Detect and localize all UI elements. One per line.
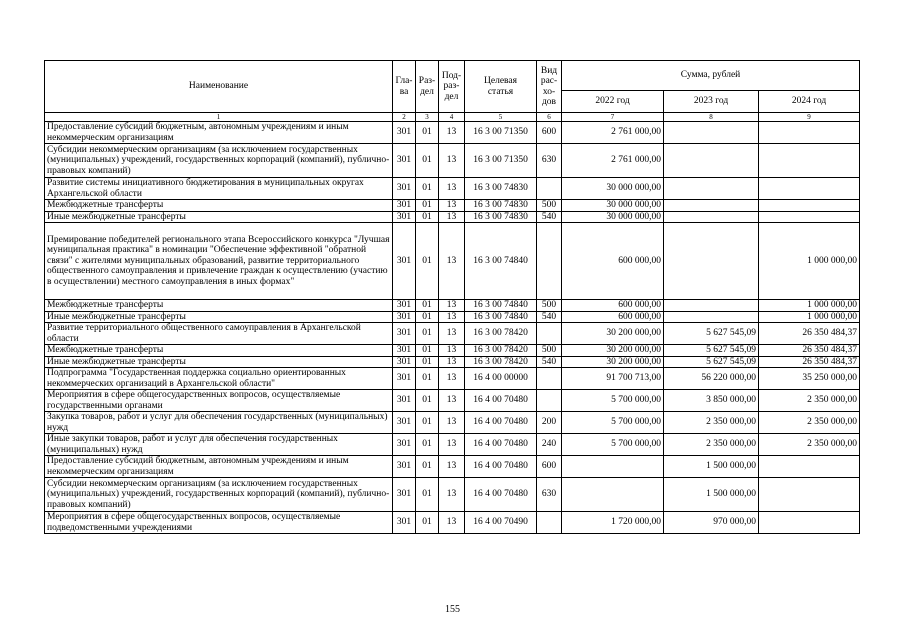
row-sum-2022: [562, 456, 664, 478]
header-target: Целевая статья: [465, 61, 537, 113]
row-glava: 301: [393, 356, 416, 368]
row-target: 16 4 00 70480: [465, 434, 537, 456]
row-vid: 500: [537, 300, 562, 312]
row-vid: 630: [537, 144, 562, 178]
row-sum-2023: [664, 211, 759, 223]
table-row: [45, 356, 860, 368]
budget-table: [44, 60, 860, 534]
table-row: [45, 122, 860, 144]
row-sum-2023: [664, 122, 759, 144]
row-sum-2022: 5 700 000,00: [562, 434, 664, 456]
column-number: 6: [537, 113, 562, 122]
row-vid: [537, 178, 562, 200]
row-glava: 301: [393, 434, 416, 456]
row-target: 16 3 00 74840: [465, 223, 537, 300]
row-razdel: 01: [416, 200, 439, 212]
row-sum-2022: 30 000 000,00: [562, 211, 664, 223]
row-target: 16 3 00 74830: [465, 178, 537, 200]
row-sum-2023: 2 350 000,00: [664, 412, 759, 434]
row-podrazdel: 13: [439, 512, 465, 534]
row-name: Иные межбюджетные трансферты: [45, 211, 393, 223]
row-sum-2022: 30 000 000,00: [562, 178, 664, 200]
row-target: 16 3 00 71350: [465, 144, 537, 178]
row-target: 16 3 00 71350: [465, 122, 537, 144]
row-glava: 301: [393, 412, 416, 434]
column-number-row: [45, 113, 860, 122]
row-podrazdel: 13: [439, 390, 465, 412]
row-podrazdel: 13: [439, 356, 465, 368]
row-sum-2022: 600 000,00: [562, 223, 664, 300]
row-vid: [537, 390, 562, 412]
row-sum-2023: 970 000,00: [664, 512, 759, 534]
row-podrazdel: 13: [439, 478, 465, 512]
row-podrazdel: 13: [439, 456, 465, 478]
column-number: 1: [45, 113, 393, 122]
row-target: 16 4 00 70490: [465, 512, 537, 534]
row-name: Иные межбюджетные трансферты: [45, 356, 393, 368]
row-sum-2023: 56 220 000,00: [664, 368, 759, 390]
row-podrazdel: 13: [439, 223, 465, 300]
row-sum-2024: 1 000 000,00: [759, 300, 860, 312]
row-glava: 301: [393, 211, 416, 223]
row-target: 16 3 00 78420: [465, 345, 537, 357]
row-glava: 301: [393, 478, 416, 512]
header-glava: Гла- ва: [393, 61, 416, 113]
row-razdel: 01: [416, 512, 439, 534]
row-podrazdel: 13: [439, 345, 465, 357]
row-name: Развитие территориального общественного самоуправления в Архангельской области: [45, 323, 393, 345]
row-sum-2022: 30 200 000,00: [562, 356, 664, 368]
row-podrazdel: 13: [439, 300, 465, 312]
row-target: 16 3 00 74840: [465, 311, 537, 323]
table-row: [45, 478, 860, 512]
page-number: 155: [445, 604, 460, 615]
row-name: Предоставление субсидий бюджетным, автономным учреждениям и иным некоммерческим организациям: [45, 122, 393, 144]
row-name: Мероприятия в сфере общегосударственных вопросов, осуществляемые подведомственными учреждениями: [45, 512, 393, 534]
row-name: Субсидии некоммерческим организациям (за исключением государственных (муниципальных) учреждений, государственных корпораций (компаний), публично-правовых компаний): [45, 478, 393, 512]
table-row: [45, 345, 860, 357]
row-sum-2023: 5 627 545,09: [664, 356, 759, 368]
row-glava: 301: [393, 323, 416, 345]
row-name: Предоставление субсидий бюджетным, автономным учреждениям и иным некоммерческим организациям: [45, 456, 393, 478]
column-number: 8: [664, 113, 759, 122]
row-target: 16 3 00 78420: [465, 356, 537, 368]
row-glava: 301: [393, 223, 416, 300]
row-razdel: 01: [416, 211, 439, 223]
row-vid: 540: [537, 356, 562, 368]
row-razdel: 01: [416, 478, 439, 512]
header-podrazdel: Под- раз- дел: [439, 61, 465, 113]
row-sum-2024: 2 350 000,00: [759, 434, 860, 456]
row-glava: 301: [393, 345, 416, 357]
row-glava: 301: [393, 390, 416, 412]
row-sum-2022: 600 000,00: [562, 311, 664, 323]
row-name: Закупка товаров, работ и услуг для обеспечения государственных (муниципальных) нужд: [45, 412, 393, 434]
row-sum-2022: 5 700 000,00: [562, 412, 664, 434]
row-vid: 500: [537, 345, 562, 357]
row-podrazdel: 13: [439, 200, 465, 212]
row-sum-2023: [664, 223, 759, 300]
row-vid: 540: [537, 311, 562, 323]
row-name: Премирование победителей регионального этапа Всероссийского конкурса "Лучшая муниципальная практика" в номинации "Обеспечение эффективной "обратной связи" с жителями муниципальных образований, развитие территориального общественного самоуправления и привлечение граждан к осуществлению (участию в осуществлении) местного самоуправления в иных формах": [45, 223, 393, 300]
row-podrazdel: 13: [439, 144, 465, 178]
row-vid: 600: [537, 456, 562, 478]
row-sum-2024: [759, 512, 860, 534]
table-row: [45, 144, 860, 178]
row-sum-2023: [664, 311, 759, 323]
row-vid: [537, 368, 562, 390]
table-row: [45, 434, 860, 456]
table-row: [45, 412, 860, 434]
row-sum-2024: [759, 211, 860, 223]
row-target: 16 3 00 74830: [465, 200, 537, 212]
row-name: Мероприятия в сфере общегосударственных вопросов, осуществляемые государственными органами: [45, 390, 393, 412]
row-sum-2023: [664, 144, 759, 178]
row-sum-2023: [664, 300, 759, 312]
row-sum-2024: [759, 200, 860, 212]
row-razdel: 01: [416, 356, 439, 368]
row-sum-2024: [759, 122, 860, 144]
row-sum-2023: 5 627 545,09: [664, 345, 759, 357]
row-razdel: 01: [416, 311, 439, 323]
row-target: 16 4 00 70480: [465, 412, 537, 434]
row-vid: 240: [537, 434, 562, 456]
row-razdel: 01: [416, 223, 439, 300]
row-razdel: 01: [416, 390, 439, 412]
header-sum: Сумма, рублей: [562, 61, 860, 91]
column-number: 5: [465, 113, 537, 122]
table-row: [45, 211, 860, 223]
row-podrazdel: 13: [439, 323, 465, 345]
row-sum-2022: 30 200 000,00: [562, 323, 664, 345]
row-sum-2023: [664, 200, 759, 212]
row-sum-2024: 2 350 000,00: [759, 390, 860, 412]
row-razdel: 01: [416, 144, 439, 178]
table-row: [45, 223, 860, 300]
header-year-2024: 2024 год: [759, 91, 860, 113]
row-glava: 301: [393, 311, 416, 323]
row-name: Развитие системы инициативного бюджетирования в муниципальных округах Архангельской области: [45, 178, 393, 200]
header-vid: Вид рас- хо- дов: [537, 61, 562, 113]
row-podrazdel: 13: [439, 311, 465, 323]
row-sum-2023: [664, 178, 759, 200]
table-row: [45, 323, 860, 345]
row-podrazdel: 13: [439, 368, 465, 390]
row-sum-2022: 30 200 000,00: [562, 345, 664, 357]
column-number: 4: [439, 113, 465, 122]
row-glava: 301: [393, 178, 416, 200]
row-target: 16 4 00 70480: [465, 456, 537, 478]
row-name: Межбюджетные трансферты: [45, 345, 393, 357]
row-target: 16 3 00 78420: [465, 323, 537, 345]
row-sum-2023: 3 850 000,00: [664, 390, 759, 412]
row-target: 16 3 00 74830: [465, 211, 537, 223]
table-row: [45, 300, 860, 312]
row-razdel: 01: [416, 456, 439, 478]
row-target: 16 3 00 74840: [465, 300, 537, 312]
row-sum-2024: 35 250 000,00: [759, 368, 860, 390]
table-row: [45, 390, 860, 412]
row-vid: 500: [537, 200, 562, 212]
header-name: Наименование: [45, 61, 393, 113]
row-glava: 301: [393, 300, 416, 312]
row-name: Межбюджетные трансферты: [45, 200, 393, 212]
header-year-2023: 2023 год: [664, 91, 759, 113]
row-glava: 301: [393, 368, 416, 390]
header-razdel: Раз- дел: [416, 61, 439, 113]
row-vid: 630: [537, 478, 562, 512]
row-razdel: 01: [416, 345, 439, 357]
row-razdel: 01: [416, 368, 439, 390]
row-sum-2024: 1 000 000,00: [759, 311, 860, 323]
table-row: [45, 368, 860, 390]
row-sum-2023: 2 350 000,00: [664, 434, 759, 456]
table-row: [45, 311, 860, 323]
row-podrazdel: 13: [439, 178, 465, 200]
row-sum-2022: 600 000,00: [562, 300, 664, 312]
column-number: 9: [759, 113, 860, 122]
row-sum-2024: 26 350 484,37: [759, 356, 860, 368]
row-target: 16 4 00 70480: [465, 390, 537, 412]
table-row: [45, 200, 860, 212]
row-target: 16 4 00 00000: [465, 368, 537, 390]
row-name: Подпрограмма "Государственная поддержка социально ориентированных некоммерческих организаций в Архангельской области": [45, 368, 393, 390]
row-sum-2024: [759, 478, 860, 512]
row-razdel: 01: [416, 323, 439, 345]
row-sum-2024: [759, 144, 860, 178]
row-sum-2024: 2 350 000,00: [759, 412, 860, 434]
row-name: Иные закупки товаров, работ и услуг для обеспечения государственных (муниципальных) нужд: [45, 434, 393, 456]
row-name: Межбюджетные трансферты: [45, 300, 393, 312]
row-sum-2023: 1 500 000,00: [664, 478, 759, 512]
row-vid: [537, 512, 562, 534]
row-razdel: 01: [416, 434, 439, 456]
table-row: [45, 512, 860, 534]
table-row: [45, 178, 860, 200]
table-row: [45, 456, 860, 478]
row-sum-2022: 2 761 000,00: [562, 144, 664, 178]
row-glava: 301: [393, 200, 416, 212]
row-sum-2022: 5 700 000,00: [562, 390, 664, 412]
row-razdel: 01: [416, 300, 439, 312]
row-glava: 301: [393, 512, 416, 534]
row-vid: 600: [537, 122, 562, 144]
row-name: Субсидии некоммерческим организациям (за исключением государственных (муниципальных) учреждений, государственных корпораций (компаний), публично-правовых компаний): [45, 144, 393, 178]
row-sum-2022: 1 720 000,00: [562, 512, 664, 534]
row-razdel: 01: [416, 412, 439, 434]
row-glava: 301: [393, 122, 416, 144]
row-name: Иные межбюджетные трансферты: [45, 311, 393, 323]
row-sum-2022: 91 700 713,00: [562, 368, 664, 390]
row-glava: 301: [393, 144, 416, 178]
column-number: 3: [416, 113, 439, 122]
row-vid: [537, 223, 562, 300]
row-sum-2023: 1 500 000,00: [664, 456, 759, 478]
row-sum-2024: [759, 456, 860, 478]
row-sum-2024: 26 350 484,37: [759, 323, 860, 345]
row-vid: 200: [537, 412, 562, 434]
row-podrazdel: 13: [439, 211, 465, 223]
row-sum-2023: 5 627 545,09: [664, 323, 759, 345]
row-sum-2022: [562, 478, 664, 512]
row-podrazdel: 13: [439, 412, 465, 434]
table-body: [45, 122, 860, 534]
row-sum-2024: 1 000 000,00: [759, 223, 860, 300]
row-vid: 540: [537, 211, 562, 223]
row-sum-2022: 2 761 000,00: [562, 122, 664, 144]
column-number: 7: [562, 113, 664, 122]
header-year-2022: 2022 год: [562, 91, 664, 113]
row-target: 16 4 00 70480: [465, 478, 537, 512]
row-sum-2024: 26 350 484,37: [759, 345, 860, 357]
row-glava: 301: [393, 456, 416, 478]
row-sum-2022: 30 000 000,00: [562, 200, 664, 212]
row-podrazdel: 13: [439, 122, 465, 144]
row-podrazdel: 13: [439, 434, 465, 456]
row-sum-2024: [759, 178, 860, 200]
row-razdel: 01: [416, 178, 439, 200]
column-number: 2: [393, 113, 416, 122]
row-vid: [537, 323, 562, 345]
row-razdel: 01: [416, 122, 439, 144]
